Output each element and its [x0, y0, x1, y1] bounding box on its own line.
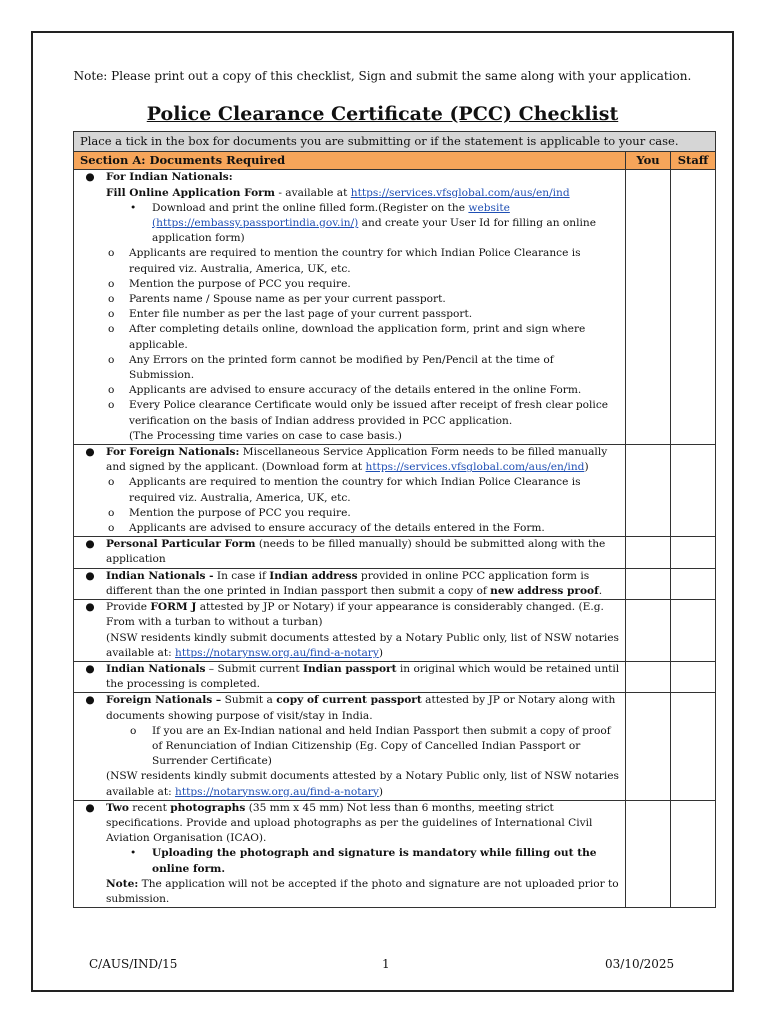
sub-item: If you are an Ex-Indian national and held Indian Passport then submit a copy of proof of Renunciation of Indian Citizenship (Eg. Copy of Cancelled Indian Passport or Surrender Certificate) — [152, 724, 611, 768]
item-text: recent — [128, 801, 171, 814]
checklist-row — [74, 693, 716, 800]
staff-checkbox-cell[interactable] — [671, 537, 716, 568]
sub-item: Uploading the photograph and signature is mandatory while filling out the online form. — [152, 847, 597, 875]
circle-bullet-icon: o — [108, 308, 115, 321]
you-checkbox-cell[interactable] — [626, 693, 671, 800]
item-bold: copy of current passport — [276, 694, 422, 707]
print-note: Note: Please print out a copy of this checklist, Sign and submit the same along with your application. — [73, 69, 692, 83]
sub-item: After completing details online, download the application form, print and sign where applicable. — [129, 323, 586, 351]
item-text: ) — [378, 785, 383, 798]
sub-item: Applicants are advised to ensure accuracy of the details entered in the Form. — [129, 522, 545, 535]
bullet-icon: ● — [85, 662, 95, 675]
staff-checkbox-cell[interactable] — [671, 568, 716, 599]
checklist-row — [74, 800, 716, 907]
circle-bullet-icon: o — [108, 353, 115, 366]
sub-item: Any Errors on the printed form cannot be modified by Pen/Pencil at the time of Submission. — [129, 353, 554, 382]
vfs-link[interactable]: https://services.vfsglobal.com/aus/en/ind — [350, 186, 570, 199]
item-bold: Foreign Nationals – — [106, 694, 222, 707]
item-text: (NSW residents kindly submit documents attested by a Notary Public only, list of NSW notaries available at: — [106, 770, 619, 798]
header-row — [74, 152, 716, 170]
circle-bullet-icon: o — [108, 293, 115, 306]
sub-item: Enter file number as per the last page of your current passport. — [129, 308, 473, 321]
sub-item: Applicants are required to mention the country for which Indian Police Clearance is required viz. Australia, America, UK, etc. — [129, 476, 581, 504]
item-text: - available at — [274, 186, 351, 199]
staff-column-header: Staff — [671, 152, 716, 170]
item-bold: Indian Nationals - — [106, 569, 214, 582]
staff-checkbox-cell[interactable] — [671, 170, 716, 445]
checklist-row — [74, 568, 716, 599]
bullet-icon: ● — [85, 538, 95, 551]
staff-checkbox-cell[interactable] — [671, 693, 716, 800]
item-bold: For Foreign Nationals: — [106, 446, 240, 459]
checklist-row — [74, 445, 716, 537]
document-page — [31, 31, 734, 992]
item-text: . — [598, 584, 603, 597]
circle-bullet-icon: o — [130, 724, 137, 737]
checklist-row — [74, 661, 716, 692]
circle-bullet-icon: o — [108, 384, 115, 397]
bullet-icon: • — [130, 847, 137, 860]
item-bold: new address proof — [490, 584, 599, 597]
bullet-icon: ● — [85, 171, 95, 184]
note-label: Note: — [106, 877, 139, 890]
section-header: Section A: Documents Required — [74, 152, 626, 170]
item-text: provided in online PCC application form is different than the one printed in Indian passport then submit a copy of — [106, 569, 590, 597]
item-text: – Submit current — [205, 662, 303, 675]
item-text: (35 mm x 45 mm) Not less than 6 months, meeting strict specifications. Provide and upload photographs as per the guidelines of International Civil Aviation Organisation (ICAO). — [106, 801, 593, 845]
item-bold: photographs — [170, 801, 246, 814]
bullet-icon: ● — [85, 801, 95, 814]
item-text: ) — [378, 646, 383, 659]
checklist-row — [74, 170, 716, 445]
you-checkbox-cell[interactable] — [626, 568, 671, 599]
you-checkbox-cell[interactable] — [626, 600, 671, 662]
circle-bullet-icon: o — [108, 476, 115, 489]
circle-bullet-icon: o — [108, 323, 115, 336]
bullet-icon: ● — [85, 601, 95, 614]
item-text: Provide — [106, 601, 151, 614]
item-bold: Two — [106, 801, 129, 814]
item-heading: For Indian Nationals: — [106, 171, 233, 184]
item-bold: Indian passport — [303, 662, 397, 675]
circle-bullet-icon: o — [108, 247, 115, 260]
item-text: Submit a — [221, 694, 277, 707]
item-text: Miscellaneous Service Application Form needs to be filled manually and signed by the applicant. (Download form at — [106, 446, 608, 474]
form-code: C/AUS/IND/15 — [89, 957, 178, 971]
sub-item: Mention the purpose of PCC you require. — [129, 506, 351, 519]
sub-item: Mention the purpose of PCC you require. — [129, 277, 351, 290]
notary-link[interactable]: https://notarynsw.org.au/find-a-notary — [175, 785, 379, 798]
item-text: attested by JP or Notary) if your appearance is considerably changed. (E.g. From with a turban to without a turban) — [106, 601, 604, 629]
item-text: Download and print the online filled form.(Register on the — [152, 201, 469, 214]
item-text: (needs to be filled manually) should be submitted along with the application — [106, 538, 606, 566]
item-text: in original which would be retained until the processing is completed. — [106, 662, 620, 691]
bullet-icon: • — [130, 201, 137, 214]
circle-bullet-icon: o — [108, 506, 115, 519]
you-checkbox-cell[interactable] — [626, 170, 671, 445]
website-link[interactable]: website — [468, 201, 510, 214]
staff-checkbox-cell[interactable] — [671, 661, 716, 692]
you-checkbox-cell[interactable] — [626, 445, 671, 537]
bullet-icon: ● — [85, 569, 95, 582]
checklist-table — [73, 131, 716, 908]
sub-item: Every Police clearance Certificate would only be issued after receipt of fresh clear police verification on the basis of Indian address provided in PCC application. — [129, 399, 609, 427]
vfs-link[interactable]: https://services.vfsglobal.com/aus/en/ind — [365, 461, 585, 474]
you-checkbox-cell[interactable] — [626, 800, 671, 907]
instruction-row — [74, 132, 716, 152]
item-text: and create your User Id for filling an online application form) — [152, 217, 596, 245]
item-bold: Indian address — [269, 569, 358, 582]
checklist-row — [74, 537, 716, 568]
checklist-row — [74, 600, 716, 662]
sub-item: Applicants are advised to ensure accuracy of the details entered in the online Form. — [129, 384, 582, 397]
item-text: In case if — [213, 569, 270, 582]
staff-checkbox-cell[interactable] — [671, 800, 716, 907]
item-bold: Fill Online Application Form — [106, 186, 275, 199]
item-bold: FORM J — [150, 601, 197, 614]
footer-date: 03/10/2025 — [605, 957, 675, 971]
bullet-icon: ● — [85, 446, 95, 459]
item-bold: Indian Nationals — [106, 662, 206, 675]
sub-item-note: (The Processing time varies on case to case basis.) — [129, 429, 402, 442]
you-checkbox-cell[interactable] — [626, 537, 671, 568]
sub-item: Parents name / Spouse name as per your current passport. — [129, 293, 446, 306]
you-column-header: You — [626, 152, 671, 170]
item-text: ) — [584, 461, 589, 474]
staff-checkbox-cell[interactable] — [671, 600, 716, 662]
circle-bullet-icon: o — [108, 277, 115, 290]
note-text: The application will not be accepted if the photo and signature are not uploaded prior to submission. — [106, 877, 619, 905]
item-text: attested by JP or Notary along with documents showing purpose of visit/stay in India. — [106, 694, 616, 722]
circle-bullet-icon: o — [108, 399, 115, 412]
bullet-icon: ● — [85, 694, 95, 707]
you-checkbox-cell[interactable] — [626, 661, 671, 692]
page-title: Police Clearance Certificate (PCC) Checklist — [146, 103, 619, 125]
item-text: (NSW residents kindly submit documents attested by a Notary Public only, list of NSW notaries available at: — [106, 631, 619, 659]
circle-bullet-icon: o — [108, 522, 115, 535]
page-number: 1 — [382, 957, 390, 971]
embassy-link[interactable]: (https://embassy.passportindia.gov.in/) — [152, 217, 359, 230]
staff-checkbox-cell[interactable] — [671, 445, 716, 537]
instruction-text: Place a tick in the box for documents you are submitting or if the statement is applicable to your case. — [74, 132, 716, 152]
notary-link[interactable]: https://notarynsw.org.au/find-a-notary — [175, 646, 379, 659]
item-bold: Personal Particular Form — [106, 538, 256, 551]
sub-item: Applicants are required to mention the country for which Indian Police Clearance is required viz. Australia, America, UK, etc. — [129, 247, 581, 275]
